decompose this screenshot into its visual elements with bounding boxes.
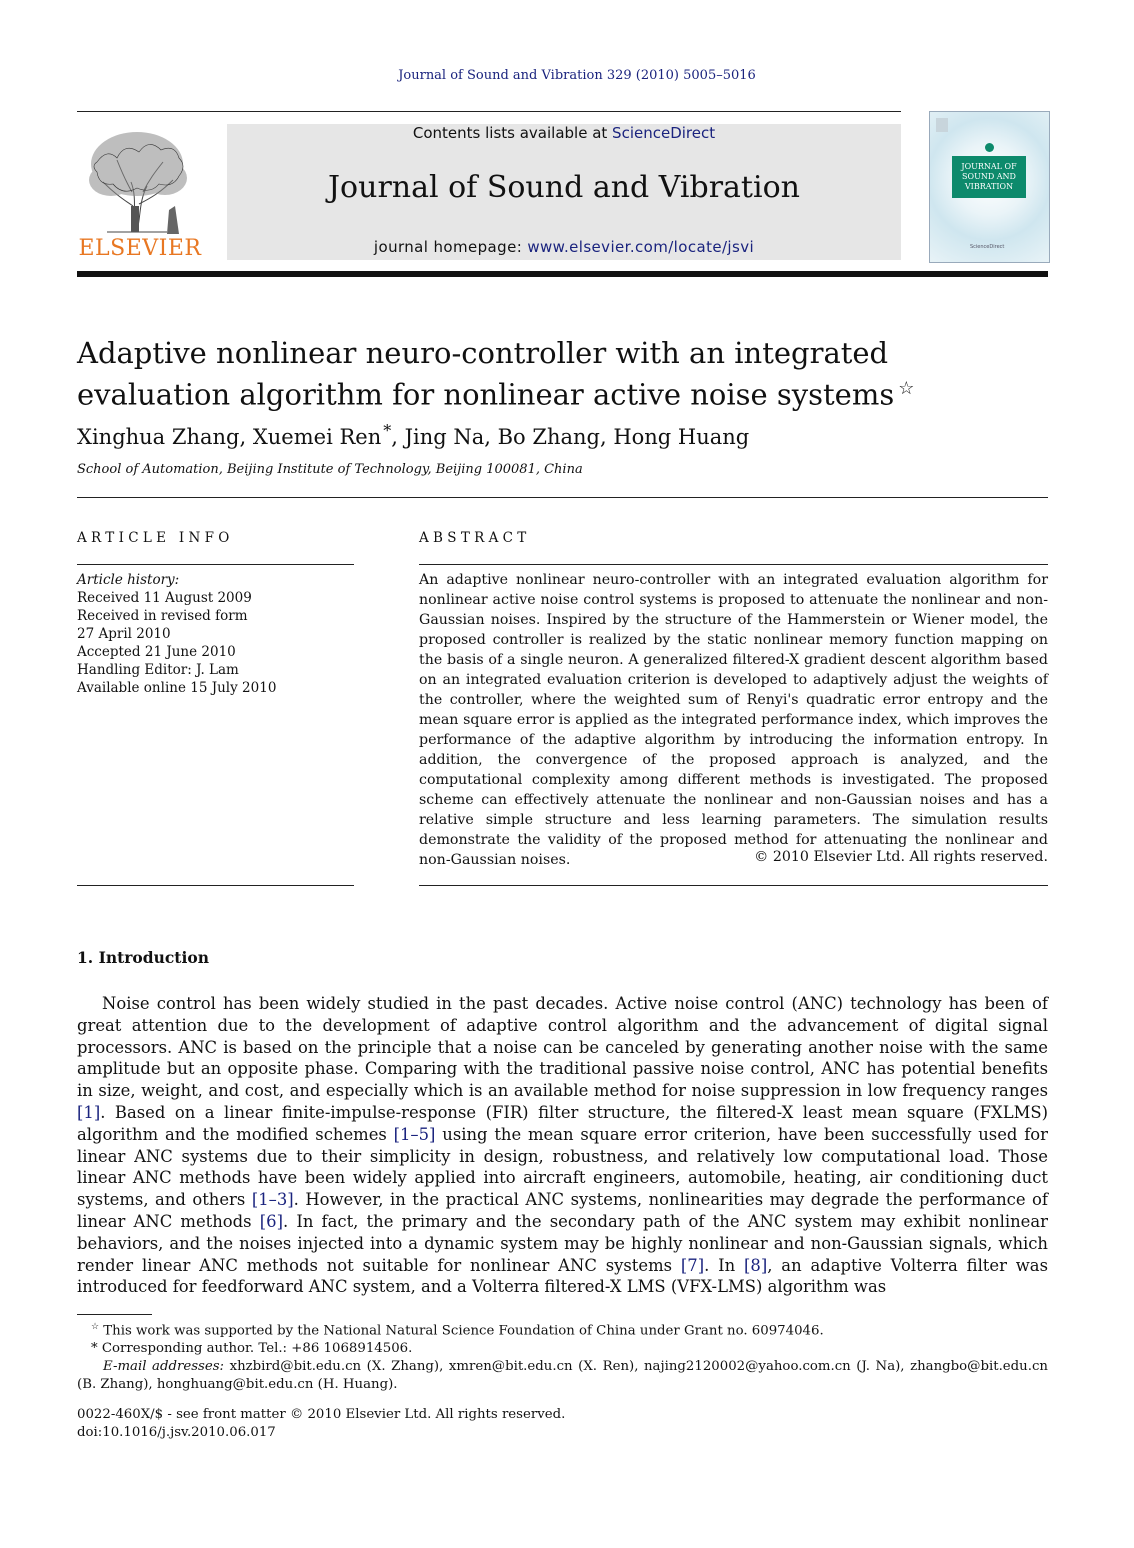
citation-link[interactable]: [1–5]	[393, 1124, 436, 1144]
journal-cover-thumbnail[interactable]	[929, 111, 1050, 263]
header-rule	[77, 111, 901, 112]
history-label: Article history:	[77, 572, 180, 588]
introduction-heading: 1. Introduction	[77, 948, 209, 967]
intro-text: using the mean square error criterion, have been successfully used for linear ANC systems due to their simplicity in design, robustness, and relatively low computational load. Those linear ANC methods have been widely applied into aircraft engineers, automobile, heating, air conditioning duct systems, and others	[77, 1124, 1048, 1210]
funding-footnote-mark: ☆	[91, 1322, 100, 1332]
issn-block	[77, 1406, 565, 1442]
citation-link[interactable]: [6]	[259, 1211, 283, 1231]
cover-corner-mark	[936, 118, 948, 132]
citation-link[interactable]: [1–3]	[251, 1190, 294, 1210]
funding-footnote	[77, 1318, 1048, 1340]
title-footnote-mark[interactable]: ☆	[898, 378, 915, 399]
article-title-text: Adaptive nonlinear neuro-controller with an integrated evaluation algorithm for nonlinear active noise systems	[77, 336, 895, 412]
abstract-text: An adaptive nonlinear neuro-controller with an integrated evaluation algorithm for nonlinear active noise control systems is proposed to attenuate the nonlinear and non-Gaussian noises. Inspired by the structure of the Hammerstein or Wiener model, the proposed controller is realized by the static nonlinear memory function mapping on the basis of a single neuron. A generalized filtered-X gradient descent algorithm based on an integrated evaluation criterion is developed to adaptively adjust the weights of the controller, where the weighted sum of Renyi's quadratic error entropy and the mean square error is applied as the integrated performance index, which improves the performance of the adaptive algorithm by introducing the information entropy. In addition, the convergence of the proposed approach is analyzed, and the computational complexity among different methods is investigated. The proposed scheme can effectively attenuate the nonlinear and non-Gaussian noises and has a relative simple structure and less learning parameters. The simulation results demonstrate the validity of the proposed method for attenuating the nonlinear and non-Gaussian noises.	[419, 572, 1048, 868]
introduction-paragraph	[77, 993, 1048, 1298]
abstract-heading: ABSTRACT	[419, 530, 531, 546]
article-title	[77, 335, 1048, 413]
intro-text: Noise control has been widely studied in the past decades. Active noise control (ANC) technology has been of great attention due to the development of adaptive control algorithm and the advancement of digital signal processors. ANC is based on the principle that a noise can be canceled by generating another noise with the same amplitude but an opposite phase. Comparing with the traditional passive noise control, ANC has potential benefits in size, weight, and cost, and especially which is an available method for noise suppression in low frequency ranges	[77, 994, 1048, 1101]
affiliation: School of Automation, Beijing Institute of Technology, Beijing 100081, China	[77, 462, 583, 477]
article-history	[77, 571, 276, 697]
citation-link[interactable]: [7]	[680, 1255, 705, 1275]
doi-line[interactable]: doi:10.1016/j.jsv.2010.06.017	[77, 1425, 276, 1440]
footnotes	[77, 1318, 1048, 1394]
header-thick-rule	[77, 271, 1048, 277]
abstract-rule-bottom	[419, 885, 1048, 886]
history-item: Received in revised form	[77, 608, 248, 624]
cover-emblem-icon	[985, 143, 994, 152]
journal-name: Journal of Sound and Vibration	[328, 170, 800, 205]
corresponding-footnote-text: Corresponding author. Tel.: +86 1068914506.	[97, 1341, 413, 1357]
intro-text: . In	[704, 1255, 745, 1275]
history-item: 27 April 2010	[77, 626, 171, 642]
intro-text: . However, in the practical ANC systems, nonlinearities may degrade the performance of linear ANC methods	[77, 1190, 1048, 1231]
abstract-copyright: © 2010 Elsevier Ltd. All rights reserved.	[754, 849, 1048, 865]
footnote-rule	[77, 1314, 152, 1315]
corresponding-author-mark[interactable]: *	[383, 421, 392, 440]
authors-first: Xinghua Zhang, Xuemei Ren	[77, 425, 382, 449]
sciencedirect-link[interactable]: ScienceDirect	[612, 124, 716, 142]
authors-rest: , Jing Na, Bo Zhang, Hong Huang	[391, 425, 750, 449]
citation-link[interactable]: [1]	[77, 1102, 101, 1122]
elsevier-wordmark[interactable]: ELSEVIER	[78, 236, 202, 261]
homepage-link[interactable]: www.elsevier.com/locate/jsvi	[527, 238, 755, 256]
journal-masthead	[227, 124, 901, 260]
cover-title-box: JOURNAL OF SOUND AND VIBRATION	[952, 156, 1026, 198]
journal-reference[interactable]: Journal of Sound and Vibration 329 (2010) 5005–5016	[398, 68, 756, 83]
intro-text: . Based on a linear finite-impulse-response (FIR) filter structure, the filtered-X least mean square (FXLMS) algorithm and the modified schemes	[77, 1102, 1048, 1144]
contents-line	[227, 124, 901, 142]
affiliation-rule	[77, 497, 1048, 498]
article-info-rule-top	[77, 564, 354, 565]
homepage-prefix: journal homepage:	[373, 238, 528, 256]
homepage-line	[227, 238, 901, 256]
corresponding-footnote-mark: *	[91, 1341, 98, 1357]
citation-link[interactable]: [8]	[744, 1255, 768, 1275]
article-info-rule-bottom	[77, 885, 354, 886]
history-item: Available online 15 July 2010	[77, 680, 277, 696]
email-addresses[interactable]: xhzbird@bit.edu.cn (X. Zhang), xmren@bit.edu.cn (X. Ren), najing2120002@yahoo.com.cn (J. Na), zhangbo@bit.edu.cn (B. Zhang), honghuang@bit.edu.cn (H. Huang).	[77, 1359, 1048, 1393]
article-info-heading: ARTICLE INFO	[77, 530, 234, 546]
abstract-rule-top	[419, 564, 1048, 565]
intro-text: . In fact, the primary and the secondary path of the ANC system may exhibit nonlinear behaviors, and the noises injected into a dynamic system may be highly nonlinear and non-Gaussian signals, which render linear ANC methods not suitable for nonlinear ANC systems	[77, 1211, 1048, 1275]
contents-prefix: Contents lists available at	[412, 124, 613, 142]
issn-line: 0022-460X/$ - see front matter © 2010 Elsevier Ltd. All rights reserved.	[77, 1407, 566, 1422]
intro-text: , an adaptive Volterra filter was introduced for feedforward ANC system, and a Volterra filtered-X LMS (VFX-LMS) algorithm was	[77, 1255, 1048, 1297]
history-item: Handling Editor: J. Lam	[77, 662, 239, 678]
authors	[77, 421, 1048, 449]
email-label: E-mail addresses:	[103, 1359, 225, 1375]
corresponding-footnote	[77, 1340, 1048, 1358]
email-footnote	[77, 1358, 1048, 1394]
history-item: Accepted 21 June 2010	[77, 644, 236, 660]
cover-footer: ScienceDirect	[970, 244, 1005, 250]
funding-footnote-text: This work was supported by the National Natural Science Foundation of China under Grant no. 60974046.	[99, 1323, 824, 1339]
history-item: Received 11 August 2009	[77, 590, 252, 606]
